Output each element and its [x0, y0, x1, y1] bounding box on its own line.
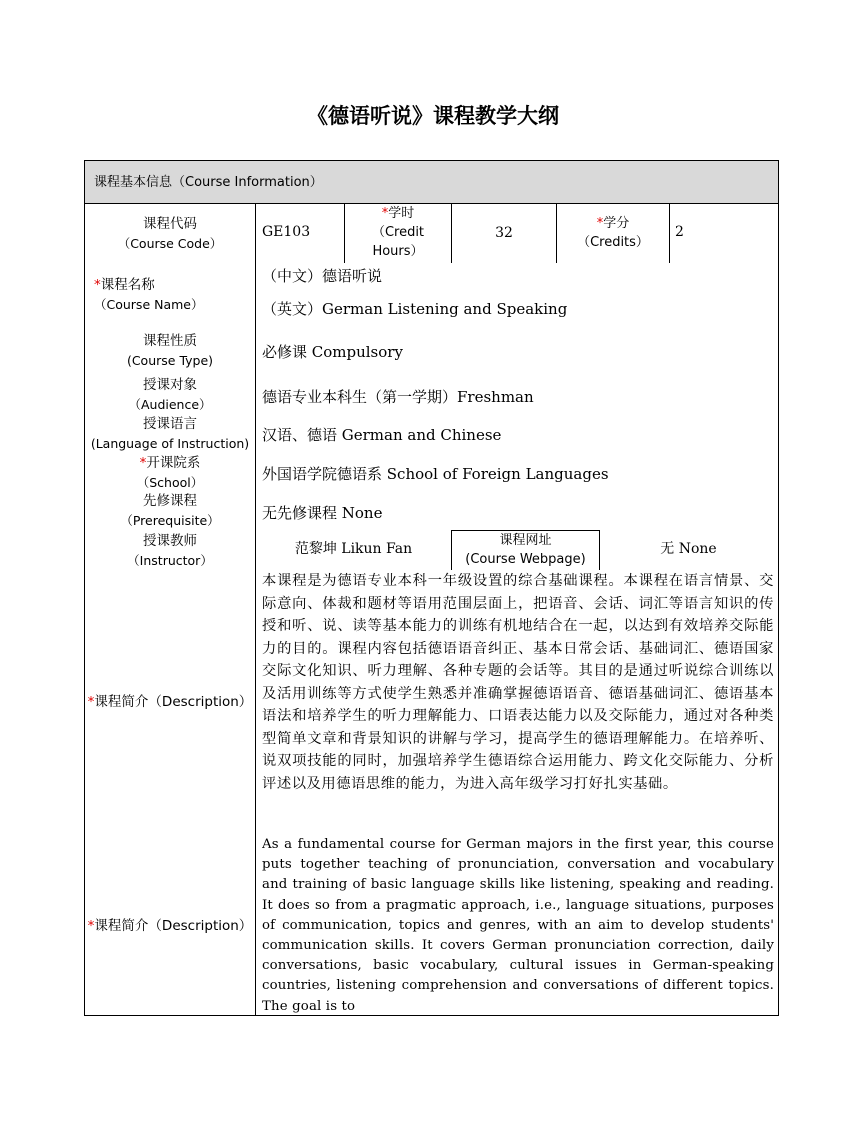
course-code-label: 课程代码 （Course Code）	[117, 216, 223, 251]
credit-hours-label: *学时 （Credit Hours）	[371, 206, 425, 259]
credits-value: 2	[675, 224, 684, 240]
course-name-cn: （中文）德语听说	[262, 267, 383, 285]
description-en-label: *课程简介（Description）	[87, 918, 253, 934]
page-title: 《德语听说》课程教学大纲	[307, 104, 559, 128]
cell-divider	[669, 204, 670, 263]
description-cn-text: 本课程是为德语专业本科一年级设置的综合基础课程。本课程在语言情景、交际意向、体裁和题材等语用范围层面上，把语音、会话、词汇等语言知识的传授和听、说、读等基本能力的训练有机地结合在一起，以达到有效培养交际能力的目的。课程内容包括德语语音纠正、基本日常会话、基础词汇、德语国家交际文化知识、听力理解、各种专题的会话等。其目的是通过听说综合训练以及活用训练等方式使学生熟悉并准确掌握德语语音、德语基础词汇、德语基本语法和培养学生的听力理解能力、口语表达能力以及交际能力，通过对各种类型简单文章和背景知识的讲解与学习，提高学生的德语理解能力。在培养听、说双项技能的同时，加强培养学生德语综合运用能力、跨文化交际能力、分析评述以及用德语思维的能力，为进入高年级学习打好扎实基础。	[262, 573, 774, 792]
label-column-divider	[255, 204, 256, 1016]
language-label: 授课语言 (Language of Instruction)	[90, 416, 250, 451]
course-type-label: 课程性质 (Course Type)	[126, 333, 214, 368]
course-name-en: （英文）German Listening and Speaking	[262, 300, 568, 318]
credits-label: *学分 （Credits）	[577, 216, 649, 250]
prerequisite-label: 先修课程 （Prerequisite）	[120, 493, 220, 528]
instructor-label: 授课教师 （Instructor）	[127, 533, 213, 568]
required-marker: *	[139, 455, 147, 471]
course-type-value: 必修课 Compulsory	[262, 343, 403, 361]
instructor-value: 范黎坤 Likun Fan	[294, 541, 413, 557]
required-marker: *	[381, 206, 389, 221]
required-marker: *	[94, 277, 101, 293]
course-name-label: *课程名称 （Course Name）	[94, 277, 204, 312]
audience-label: 授课对象 （Audience）	[128, 377, 212, 412]
description-cn-label: *课程简介（Description）	[87, 694, 253, 710]
required-marker: *	[87, 694, 95, 710]
credit-hours-value: 32	[495, 225, 513, 241]
language-value: 汉语、德语 German and Chinese	[262, 426, 502, 444]
webpage-label: 课程网址 (Course Webpage)	[465, 533, 586, 567]
section-header: 课程基本信息（Course Information）	[84, 160, 779, 204]
school-label: *开课院系 （School）	[136, 455, 204, 490]
webpage-value: 无 None	[660, 541, 717, 557]
prerequisite-value: 无先修课程 None	[262, 504, 383, 522]
description-en-text: As a fundamental course for German majors in the first year, this course puts together teaching of pronunciation, conversation and vocabulary and training of basic language skills like listening, speaking and reading. It does so from a pragmatic approach, i.e., language situations, purposes of communication, topics and genres, with an aim to develop students' communication skills. It covers German pronunciation correction, daily conversations, basic vocabulary, cultural issues in German-speaking countries, listening comprehension and conversations of different topics. The goal is to	[262, 837, 774, 1014]
school-value: 外国语学院德语系 School of Foreign Languages	[262, 465, 609, 483]
course-code-value: GE103	[262, 224, 311, 240]
required-marker: *	[596, 216, 604, 231]
audience-value: 德语专业本科生（第一学期）Freshman	[262, 388, 534, 406]
required-marker: *	[87, 918, 95, 934]
